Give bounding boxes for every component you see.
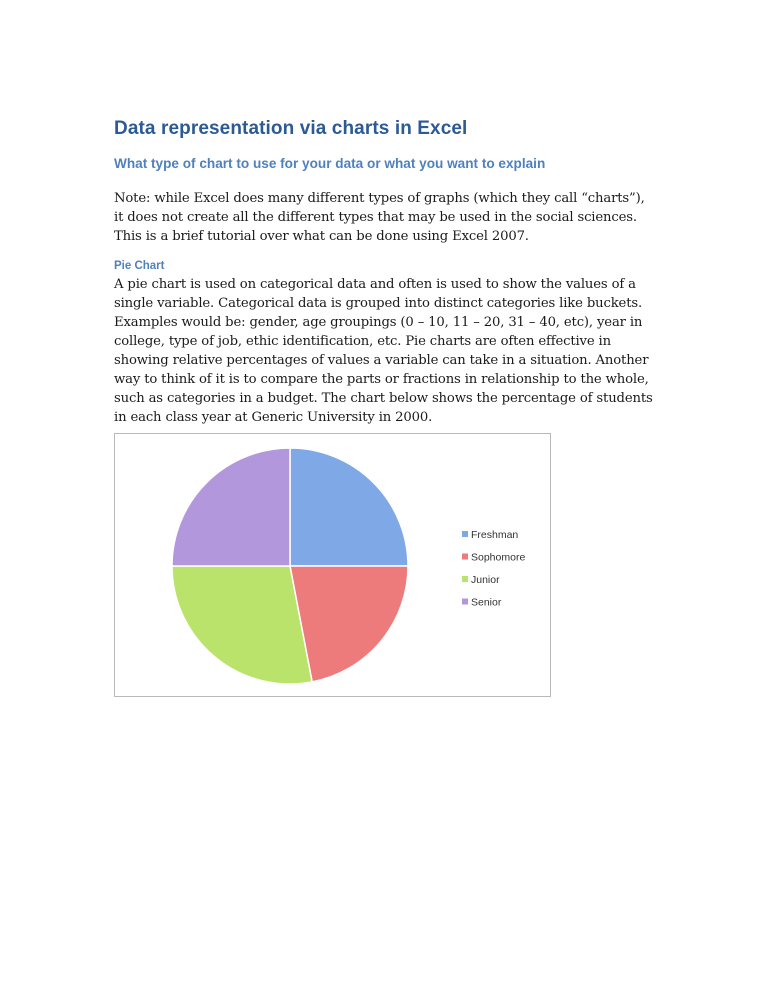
- legend-swatch-sophomore: [462, 554, 468, 560]
- legend-label-freshman: Freshman: [471, 529, 519, 541]
- document-title: Data representation via charts in Excel: [114, 118, 468, 139]
- document-subtitle: What type of chart to use for your data or what you want to explain: [114, 156, 546, 171]
- legend-swatch-junior: [462, 576, 468, 582]
- note-paragraph: Note: while Excel does many different types of graphs (which they call “charts”), it does not create all the different types that may be used in the social sciences. This is a brief tutorial over what can be done using Excel 2007.: [114, 191, 645, 244]
- pie-slice-freshman: [290, 448, 408, 566]
- section-heading-pie-chart: Pie Chart: [114, 260, 165, 272]
- pie-slice-junior: [172, 566, 312, 684]
- pie-chart: [115, 434, 552, 698]
- legend-label-sophomore: Sophomore: [471, 551, 526, 564]
- pie-slice-senior: [172, 448, 290, 566]
- legend-swatch-freshman: [462, 531, 468, 537]
- legend-label-junior: Junior: [471, 574, 500, 586]
- document-body: [114, 118, 654, 441]
- legend-swatch-senior: [462, 599, 468, 605]
- pie-chart-frame: [114, 433, 551, 697]
- legend-label-senior: Senior: [471, 596, 502, 609]
- pie-chart-description: A pie chart is used on categorical data and often is used to show the values of a single variable. Categorical data is grouped into distinct categories like buckets. Examples would be: gender, age groupings (0 – 10, 11 – 20, 31 – 40, etc), year in college, type of job, ethic identification, etc. Pie charts are often effective in showing relative percentages of values a variable can take in a situation. Another way to think of it is to compare the parts or fractions in relationship to the whole, such as categories in a budget. The chart below shows the percentage of students in each class year at Generic University in 2000.: [114, 277, 653, 425]
